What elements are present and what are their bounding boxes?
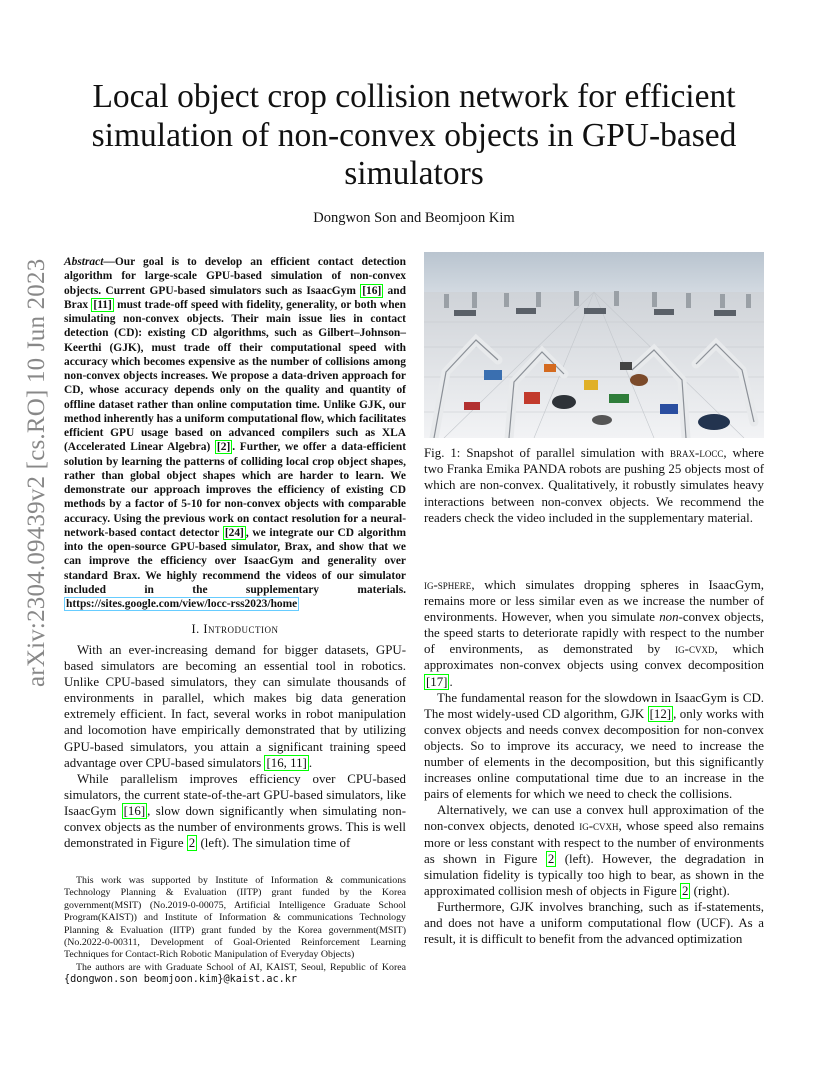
footnote-affiliation: The authors are with Graduate School of AI, KAIST, Seoul, Republic of Korea {dongwon.son beomjoon.kim}@kaist.ac.kr — [64, 961, 406, 986]
citation-link[interactable]: [12] — [649, 706, 672, 721]
paragraph: The fundamental reason for the slowdown in IsaacGym is CD. The most widely-used CD algorithm, GJK [12] , only works with convex objects and needs convex decomposition for non-convex objects. So to improve its accuracy, we need to increase the number of elements in the decomposition, but this significantly increases online computational time due to an increase in the pairs of elements for which we need to check the collisions. — [424, 690, 764, 802]
author-emails: {dongwon.son beomjoon.kim}@kaist.ac.kr — [64, 974, 298, 986]
section-heading-introduction: I. Introduction — [191, 622, 279, 636]
abstract-text: must trade-off speed with fidelity, generality, or both when simulating non-convex objects. Their main issue lies in contact detection (CD): existing CD algorithms, such as Gilbert–Johnson–Keerthi (GJK), must trade off their computational speed with accuracy which becomes expensive as the number of collisions among non-convex objects increases. We propose a data-driven approach for CD, whose accuracy depends only on the quality and quantity of offline dataset rather than online computation time. Unlike GJK, our method inherently has a uniform computational flow, which facilitates efficient GPU usage based on advanced compilers such as XLA (Accelerated Linear Algebra) — [64, 298, 406, 454]
paragraph: With an ever-increasing demand for bigger datasets, GPU-based simulators are becoming an essential tool in robotics. Unlike CPU-based simulators, they can simulate thousands of environments in parallel, which makes big data generation extremely efficient. In fact, several works in robot manipulation and locomotion have empirically demonstrated that by utilizing GPU-based simulators, you attain a significant training speed advantage over CPU-based simulators [16, 11] . — [64, 643, 406, 770]
citation-link[interactable]: [2] — [216, 441, 231, 454]
simulation-snapshot — [424, 252, 764, 438]
abstract-text: . Further, we offer a data-efficient solution by learning the patterns of colliding local crop object shapes, rather than global object shapes which are harder to learn. We demonstrate our approach improves the efficiency of existing CD methods by a factor of 5-10 for non-convex objects with comparable accuracy. Using the previous work on contact resolution for a neural-network-based contact detector — [64, 441, 406, 539]
abstract — [64, 255, 406, 611]
arxiv-identifier: arXiv:2304.09439v2 [cs.RO] 10 Jun 2023 — [23, 258, 50, 687]
figure-link[interactable]: 2 — [188, 836, 196, 851]
abstract-text: and Brax — [64, 284, 406, 311]
paragraph: Furthermore, GJK involves branching, such as if-statements, and does not have a uniform computational flow (UCF). As a result, it is difficult to benefit from the advanced optimization — [424, 899, 764, 947]
figure-1-caption: Fig. 1: Snapshot of parallel simulation with brax-locc, where two Franka Emika PANDA robots are pushing 25 objects most of which are non-convex. Qualitatively, it robustly simulates heavy interactions between non-convex objects. We recommend the readers check the video included in the supplementary material. — [424, 446, 764, 525]
project-url-link[interactable]: https://sites.google.com/view/locc-rss2023/home — [66, 598, 298, 610]
footnote-funding: This work was supported by Institute of Information & communications Technology Planning & Evaluation (IITP) grant funded by the Korea government(MSIT) (No.2019-0-00075, Artificial Intelligence Graduate School Program(KAIST)) and Institute of Information & communications Technology Planning & Evaluation (IITP) grant funded by the Korea government(MSIT) (No.2022-0-00311, Development of Goal-Oriented Reinforcement Learning Techniques for Contact-Rich Robotic Manipulation of Everyday Objects) — [64, 875, 406, 961]
paragraph: While parallelism improves efficiency over CPU-based simulators, the current state-of-the-art GPU-based simulators, like IsaacGym [16] , slow down significantly when simulating non-convex objects as the number of environments grows. This is well demonstrated in Figure 2 (left). The simulation time of — [64, 771, 406, 851]
figure-link[interactable]: 2 — [547, 851, 555, 866]
citation-link[interactable]: [24] — [224, 526, 244, 539]
footnote — [64, 875, 406, 987]
figure-1-image — [424, 252, 764, 438]
paper-title: Local object crop collision network for efficient simulation of non-convex objects in GPU-based simulators — [91, 78, 737, 192]
abstract-text: —Our goal is to develop an efficient contact detection algorithm for large-scale GPU-based simulation of non-convex objects. Current GPU-based simulators such as IsaacGym — [64, 256, 406, 297]
abstract-text: , we integrate our CD algorithm into the open-source GPU-based simulator, Brax, and show that we can improve the efficiency over IsaacGym and generality over standard Brax. We highly recommend the videos of our simulator included in the supplementary materials. — [64, 526, 406, 596]
figure-link[interactable]: 2 — [681, 883, 689, 898]
citation-link[interactable]: [16] — [123, 803, 146, 818]
authors: Dongwon Son and Beomjoon Kim — [313, 210, 515, 226]
right-column-body — [424, 577, 764, 947]
citation-link[interactable]: [11] — [93, 298, 112, 311]
introduction-body — [64, 642, 406, 851]
citation-link[interactable]: [16] — [362, 284, 382, 297]
citation-link[interactable]: [17] — [426, 674, 448, 689]
paragraph: Alternatively, we can use a convex hull approximation of the non-convex objects, denoted ig-cvxh, whose speed also remains more or less constant with respect to the number of environments as shown in Figure 2 (left). However, the degradation in simulation fidelity is typically too high to bear, as shown in the approximated collision mesh of objects in Figure 2 (right). — [424, 803, 765, 898]
citation-link[interactable]: [16, 11] — [266, 755, 307, 770]
paragraph: ig-sphere, which simulates dropping spheres in IsaacGym, remains more or less similar even as we increase the number of environments. However, when you simulate non-convex objects, the speed starts to deteriorate rapidly with respect to the number of environments, as demonstrated by ig-cvxd, which approximates non-convex objects using convex decomposition [17] . — [424, 578, 765, 689]
abstract-lead: Abstract — [64, 256, 104, 268]
